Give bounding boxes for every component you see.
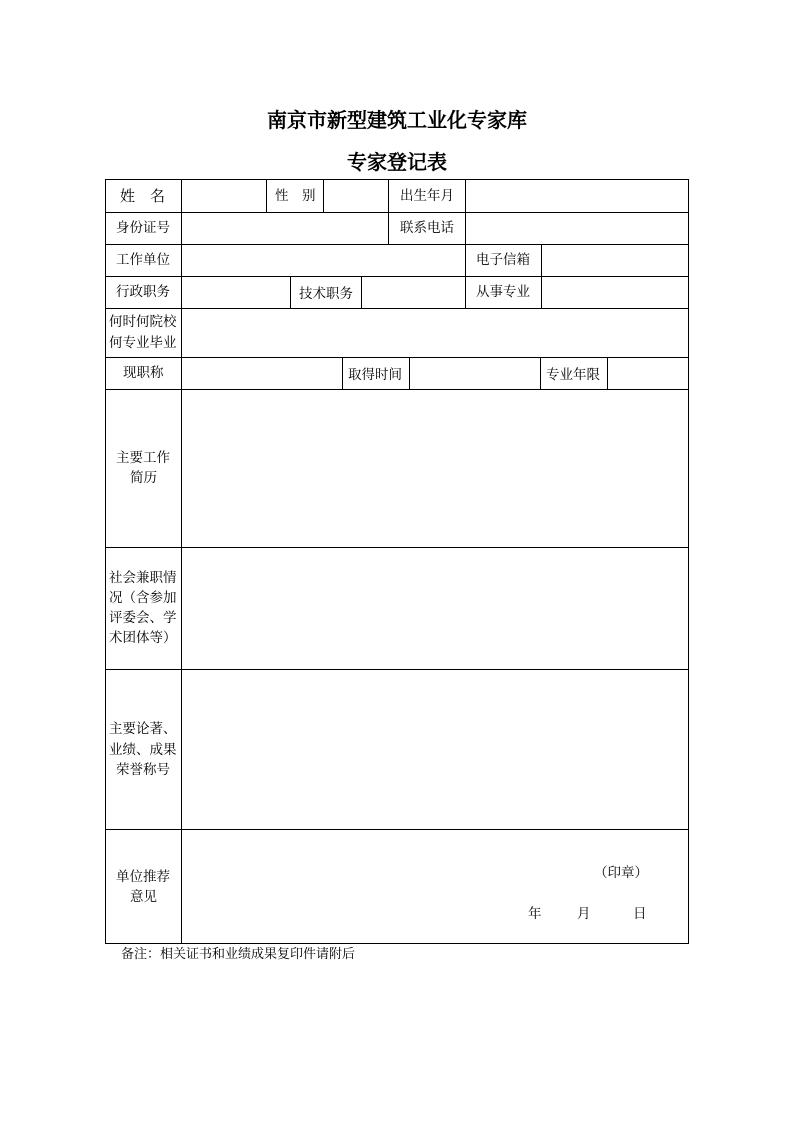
graduation-field[interactable] bbox=[182, 309, 688, 357]
gender-field[interactable] bbox=[324, 181, 388, 212]
resume-field[interactable] bbox=[182, 390, 688, 547]
name-label: 姓 名 bbox=[120, 187, 166, 205]
admin-post-field[interactable] bbox=[182, 277, 290, 308]
resume-label-line1: 主要工作 bbox=[116, 450, 170, 466]
works-label-line3: 荣誉称号 bbox=[116, 762, 170, 778]
tech-post-label: 技术职务 bbox=[299, 286, 353, 302]
birth-field[interactable] bbox=[466, 181, 688, 212]
phone-field[interactable] bbox=[466, 213, 688, 244]
tech-post-field[interactable] bbox=[362, 277, 465, 308]
phone-label: 联系电话 bbox=[400, 220, 454, 236]
social-label-line3: 评委会、学 bbox=[109, 610, 177, 626]
form-title: 专家登记表 bbox=[347, 150, 447, 174]
year-text: 年 bbox=[528, 906, 542, 922]
obtained-time-label: 取得时间 bbox=[348, 367, 402, 383]
social-field[interactable] bbox=[182, 548, 688, 669]
admin-post-label: 行政职务 bbox=[116, 284, 170, 300]
email-field[interactable] bbox=[542, 245, 688, 276]
social-label-line1: 社会兼职情 bbox=[109, 570, 177, 586]
social-label-line4: 术团体等） bbox=[109, 630, 177, 646]
gender-label: 性 别 bbox=[275, 188, 316, 204]
specialty-field[interactable] bbox=[542, 277, 688, 308]
recommend-label-line1: 单位推荐 bbox=[116, 869, 170, 885]
employer-label: 工作单位 bbox=[116, 252, 170, 268]
graduation-label-line2: 何专业毕业 bbox=[109, 335, 177, 351]
specialty-label: 从事专业 bbox=[476, 284, 530, 300]
seal-text: （印章） bbox=[594, 865, 648, 881]
works-field[interactable] bbox=[182, 670, 688, 829]
registration-form-table bbox=[105, 179, 689, 944]
document-title: 南京市新型建筑工业化专家库 bbox=[267, 108, 527, 132]
employer-field[interactable] bbox=[182, 245, 465, 276]
recommend-label-line2: 意见 bbox=[130, 889, 157, 905]
email-label: 电子信箱 bbox=[476, 252, 530, 268]
current-title-label: 现职称 bbox=[123, 365, 164, 381]
social-label-line2: 况（含参加 bbox=[109, 590, 177, 606]
footer-note: 备注：相关证书和业绩成果复印件请附后 bbox=[121, 947, 356, 962]
birth-label: 出生年月 bbox=[400, 188, 454, 204]
works-label-line1: 主要论著、 bbox=[109, 721, 177, 737]
day-text: 日 bbox=[633, 906, 647, 922]
id-number-field[interactable] bbox=[182, 213, 388, 244]
month-text: 月 bbox=[577, 906, 591, 922]
years-label: 专业年限 bbox=[546, 367, 600, 383]
obtained-time-field[interactable] bbox=[410, 358, 540, 389]
recommend-field[interactable] bbox=[182, 830, 688, 943]
id-number-label: 身份证号 bbox=[116, 220, 170, 236]
works-label-line2: 业绩、成果 bbox=[109, 742, 177, 758]
name-field[interactable] bbox=[182, 181, 266, 212]
years-field[interactable] bbox=[608, 358, 688, 389]
graduation-label-line1: 何时何院校 bbox=[109, 314, 177, 330]
resume-label-line2: 简历 bbox=[130, 470, 157, 486]
current-title-field[interactable] bbox=[182, 358, 342, 389]
